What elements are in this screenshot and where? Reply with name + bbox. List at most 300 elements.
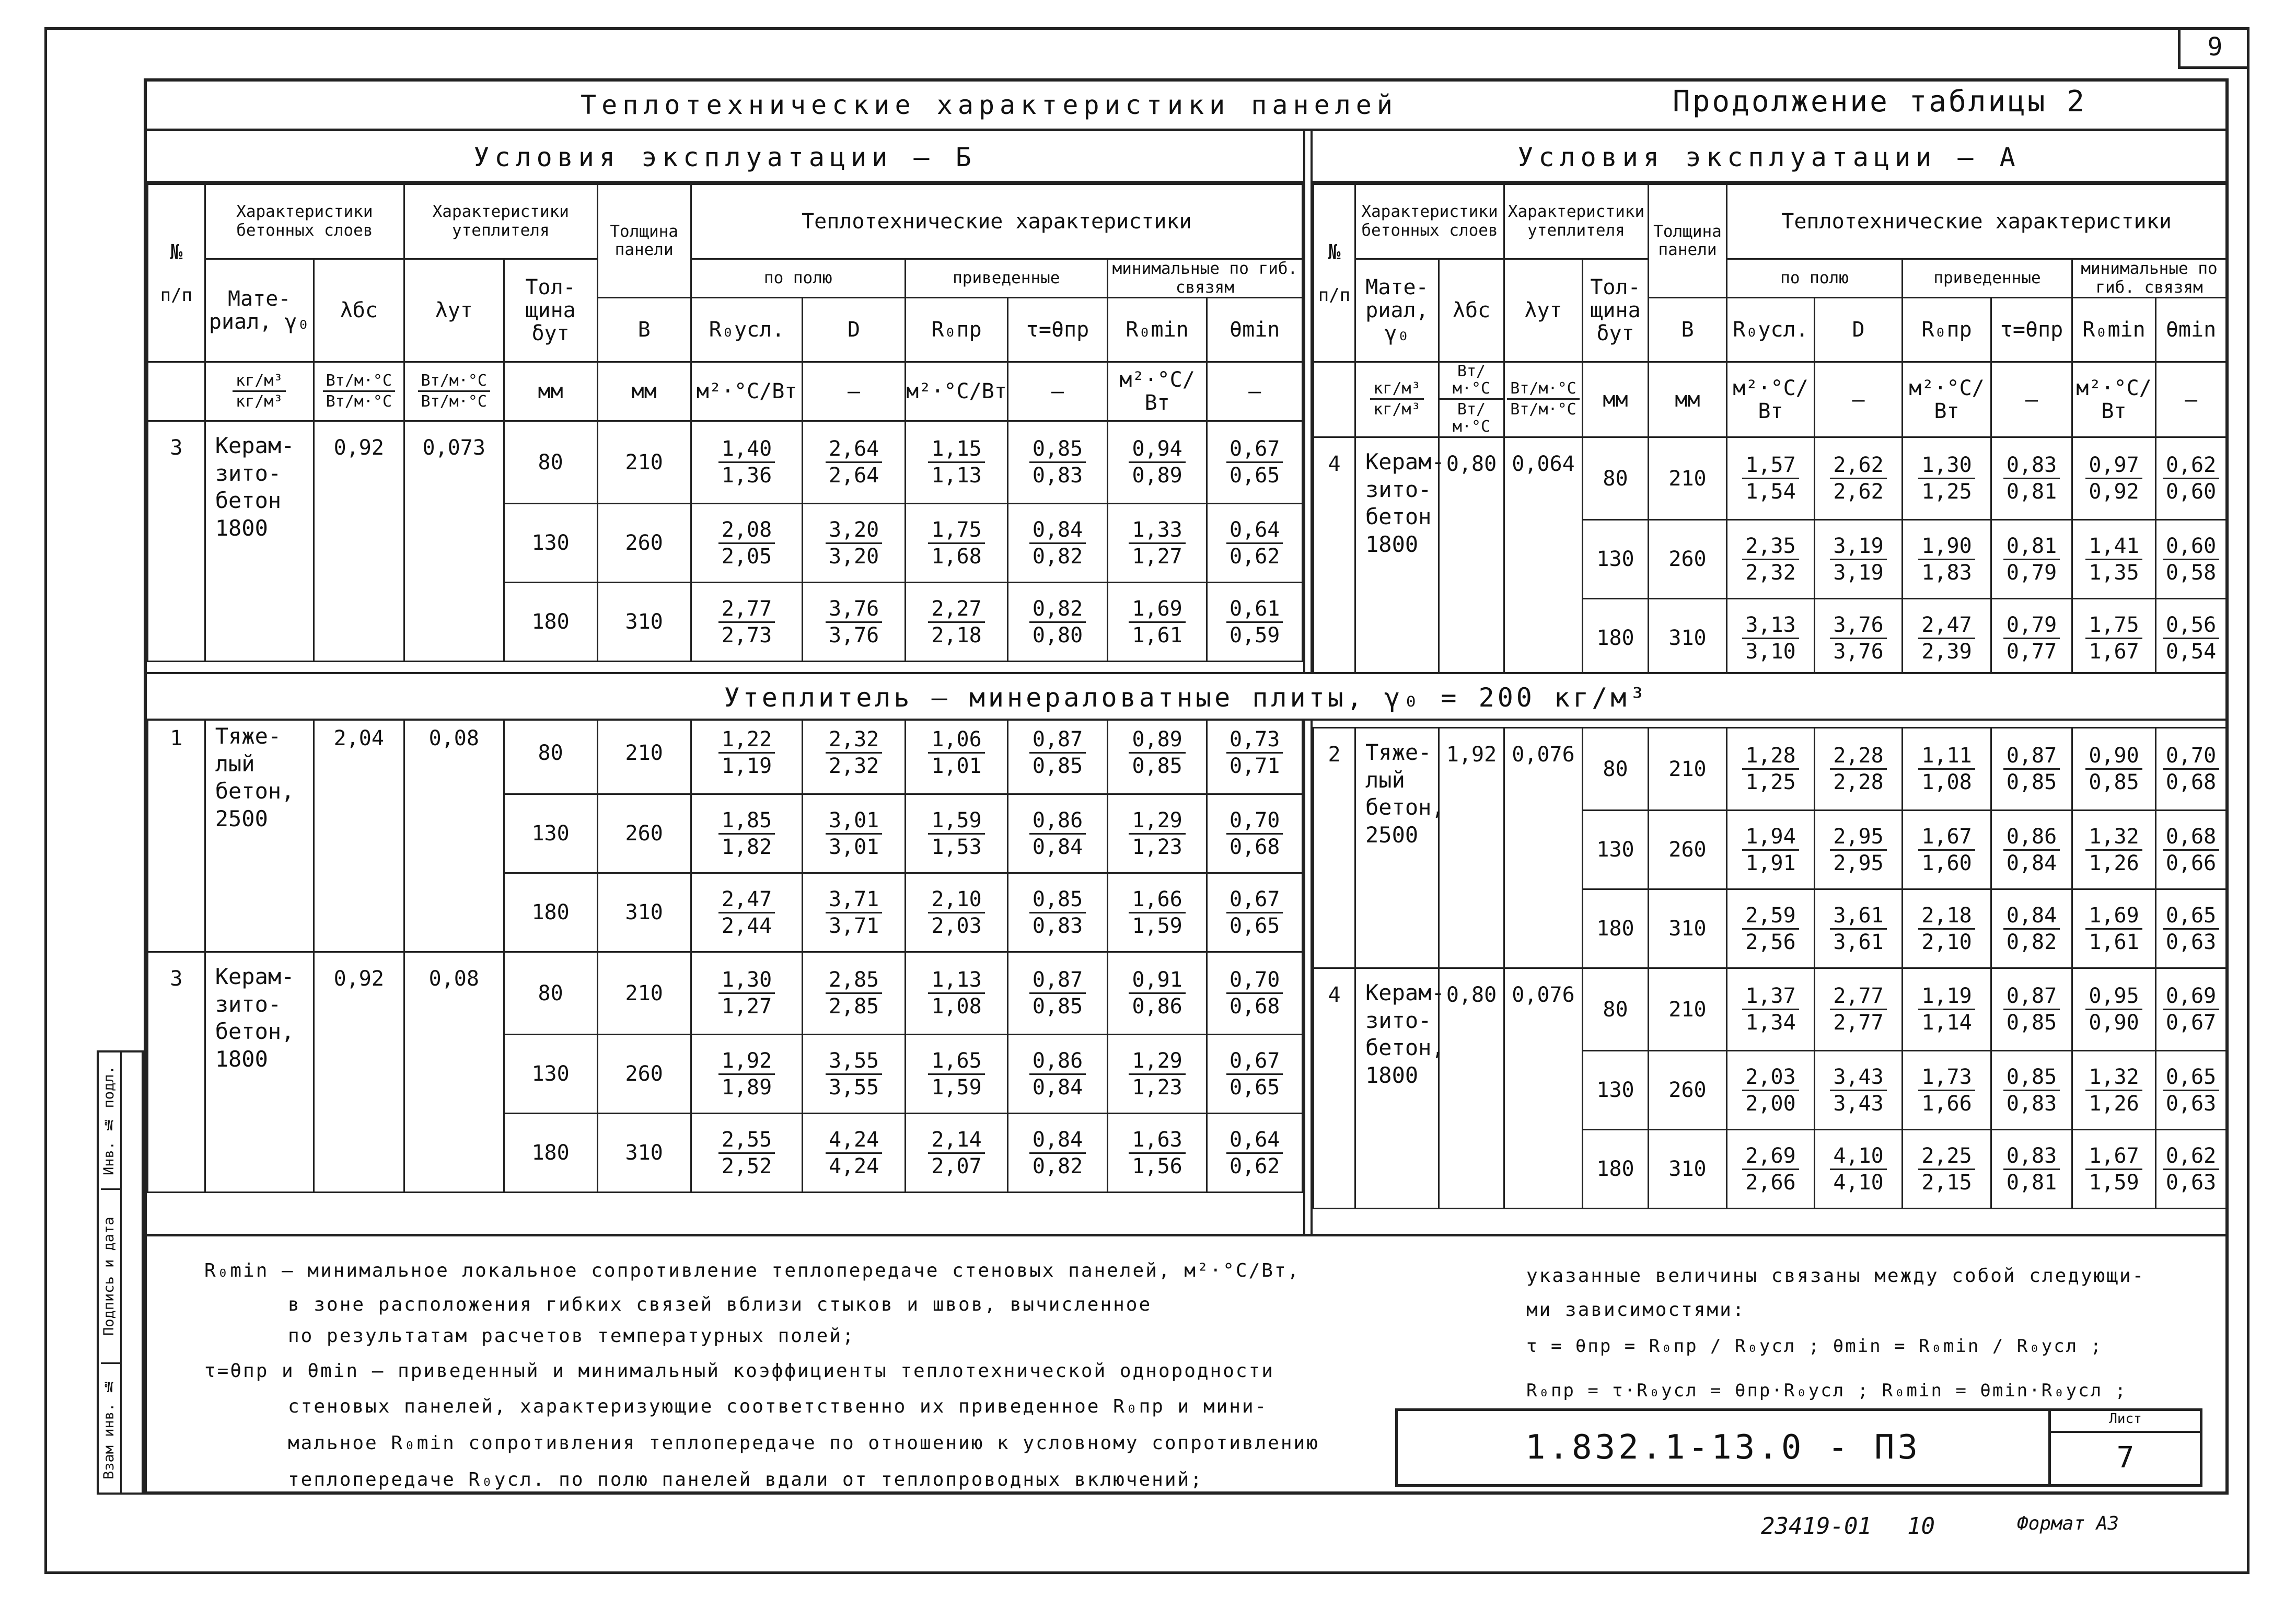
fraction: [1507, 380, 1579, 418]
value-cell: [1207, 952, 1303, 1035]
fraction: [1742, 1144, 1799, 1194]
fraction-numerator: 0,70: [1226, 968, 1283, 994]
header-rusl: R₀усл.: [691, 298, 803, 362]
fraction-numerator: 1,69: [2085, 904, 2142, 930]
panel-thickness-cell: 310: [597, 1114, 691, 1193]
fraction-denominator: 2,39: [1921, 639, 1972, 664]
table-row: [148, 421, 1303, 504]
value-cell: [803, 873, 905, 952]
panel-thickness-cell: 210: [597, 421, 691, 504]
fraction: [718, 518, 775, 568]
header-D: D: [1815, 298, 1903, 362]
unit-u_dash: —: [2156, 362, 2227, 437]
row-number: 4: [1314, 437, 1355, 678]
value-cell: [2156, 520, 2227, 599]
fraction: [1918, 744, 1975, 794]
main-table-frame: [144, 78, 2229, 1495]
value-cell: [1991, 889, 2072, 968]
value-cell: [2156, 1051, 2227, 1130]
value-cell: [691, 421, 803, 504]
fraction: [1029, 888, 1086, 938]
fraction-denominator: кг/м³: [236, 392, 283, 411]
fraction-numerator: 0,85: [1029, 888, 1086, 913]
value-cell: [1207, 712, 1303, 794]
fraction-numerator: 0,67: [1226, 1049, 1283, 1075]
value-cell: [1815, 811, 1903, 889]
fraction: [1029, 968, 1086, 1018]
fraction: [2003, 985, 2060, 1034]
fraction: [2163, 1144, 2219, 1194]
fraction: [928, 728, 984, 778]
panel-thickness-cell: 260: [597, 794, 691, 873]
fraction: [233, 372, 286, 410]
fraction: [1742, 454, 1799, 503]
fraction: [2163, 535, 2219, 584]
fraction: [718, 597, 775, 647]
fraction-denominator: 0,71: [1230, 754, 1280, 779]
side-stamp-sign: Подпись и дата: [101, 1188, 122, 1364]
fraction-numerator: 1,75: [928, 518, 984, 544]
fraction-numerator: 2,32: [826, 728, 882, 754]
fraction-numerator: 0,85: [1029, 437, 1086, 463]
fraction: [1129, 728, 1185, 778]
fraction: [826, 518, 882, 568]
side-stamp-inv: Инв. № подл.: [101, 1066, 117, 1175]
lambda-bs-cell: 2,04: [314, 712, 404, 952]
fraction-denominator: 2,10: [1921, 930, 1972, 954]
value-cell: [1008, 952, 1108, 1035]
fraction-denominator: 2,32: [828, 754, 879, 779]
fraction: [1226, 1128, 1283, 1178]
fraction-numerator: 0,68: [2163, 825, 2219, 851]
value-cell: [2072, 437, 2156, 520]
header-material: Мате-риал, γ₀: [1355, 259, 1439, 362]
table-row: [1314, 968, 2227, 1051]
panel-thickness-cell: 310: [597, 873, 691, 952]
fraction-denominator: 0,63: [2165, 1091, 2217, 1116]
fraction-numerator: 3,55: [826, 1049, 882, 1075]
value-cell: [1991, 728, 2072, 811]
fraction-numerator: 1,75: [2085, 614, 2142, 639]
fraction: [1830, 454, 1886, 503]
table-row: [1314, 437, 2227, 520]
value-cell: [803, 1114, 905, 1193]
value-cell: [1008, 583, 1108, 662]
value-cell: [1815, 1130, 1903, 1209]
fraction-denominator: 1,14: [1921, 1011, 1972, 1035]
fraction-denominator: 0,66: [2165, 851, 2217, 875]
fraction-denominator: 1,54: [1745, 480, 1796, 504]
fraction-denominator: 0,79: [2006, 560, 2057, 585]
header-thermal: Теплотехнические характеристики: [1727, 184, 2227, 259]
header-field: по полю: [691, 259, 905, 298]
fraction-numerator: 0,94: [1129, 437, 1185, 463]
value-cell: [2156, 728, 2227, 811]
value-cell: [803, 794, 905, 873]
unit-kg: [1355, 362, 1439, 437]
fraction-numerator: 2,95: [1830, 825, 1886, 851]
side-stamp-replace: Взам инв. №: [101, 1378, 117, 1479]
value-cell: [1991, 599, 2072, 678]
fraction-denominator: Вт/м·°С: [1452, 400, 1491, 436]
fraction-denominator: 0,82: [2006, 930, 2057, 954]
fraction: [2085, 985, 2142, 1034]
fraction: [1830, 825, 1886, 875]
fraction-numerator: 1,13: [928, 968, 984, 994]
fraction-numerator: 0,56: [2163, 614, 2219, 639]
unit-w: [314, 362, 404, 421]
unit-u_r: м²·°С/Вт: [1903, 362, 1991, 437]
header-thickness-ut: Тол-щина δут: [504, 259, 597, 362]
value-cell: [1008, 794, 1108, 873]
fraction-numerator: 0,69: [2163, 985, 2219, 1010]
value-cell: [1903, 520, 1991, 599]
fraction-numerator: 0,73: [1226, 728, 1283, 754]
value-cell: [691, 712, 803, 794]
unit-u_dash: —: [1815, 362, 1903, 437]
fraction: [1742, 904, 1799, 954]
fraction-numerator: 1,37: [1742, 985, 1799, 1010]
fraction-denominator: 1,26: [2089, 851, 2139, 875]
fraction: [826, 597, 882, 647]
fraction-numerator: 2,77: [1830, 985, 1886, 1010]
fraction-numerator: 0,83: [2003, 1144, 2060, 1170]
note-line: по результатам расчетов температурных полей;: [288, 1325, 855, 1347]
value-cell: [691, 583, 803, 662]
panel-thickness-cell: 310: [1649, 889, 1727, 968]
fraction-denominator: 0,65: [1230, 464, 1280, 488]
fraction-denominator: 3,76: [1833, 639, 1884, 664]
header-tmin: θmin: [1207, 298, 1303, 362]
value-cell: [691, 873, 803, 952]
fraction-numerator: 0,89: [1129, 728, 1185, 754]
fraction-numerator: 0,91: [1129, 968, 1185, 994]
value-cell: [803, 583, 905, 662]
value-cell: [1903, 599, 1991, 678]
fraction-numerator: 1,32: [2085, 825, 2142, 851]
fraction-denominator: 2,56: [1745, 930, 1796, 954]
fraction-denominator: 0,63: [2165, 1170, 2217, 1195]
header-no: №: [170, 240, 183, 265]
value-cell: [1903, 728, 1991, 811]
header-tau: τ=θпр: [1991, 298, 2072, 362]
document-code: 1.832.1-13.0 - ПЗ: [1398, 1411, 2051, 1484]
fraction-numerator: 2,47: [1918, 614, 1975, 639]
value-cell: [1107, 794, 1207, 873]
fraction-denominator: 0,68: [1230, 835, 1280, 859]
value-cell: [905, 583, 1007, 662]
fraction-numerator: 0,67: [1226, 888, 1283, 913]
lambda-bs-cell: 0,92: [314, 421, 404, 662]
fraction-numerator: Вт/м·°С: [1440, 363, 1503, 400]
thickness-ut-cell: 130: [1583, 811, 1649, 889]
value-cell: [1991, 520, 2072, 599]
header-tmin: θmin: [2156, 298, 2227, 362]
condition-b-heading: Условия эксплуатации — Б: [147, 131, 1303, 183]
fraction: [1029, 437, 1086, 487]
fraction-denominator: 0,84: [1032, 1075, 1083, 1100]
thickness-ut-cell: 180: [504, 583, 597, 662]
fraction: [1226, 728, 1283, 778]
fraction-denominator: 0,90: [2089, 1011, 2139, 1035]
value-cell: [905, 504, 1007, 583]
value-cell: [905, 1035, 1007, 1114]
fraction-denominator: 1,59: [931, 1075, 982, 1100]
fraction: [928, 437, 984, 487]
fraction-denominator: 2,00: [1745, 1091, 1796, 1116]
header-number: [148, 184, 205, 362]
value-cell: [1107, 952, 1207, 1035]
thickness-ut-cell: 180: [504, 873, 597, 952]
fraction-numerator: 3,19: [1830, 535, 1886, 560]
header-concrete: Характеристики бетонных слоев: [205, 184, 404, 259]
value-cell: [803, 1035, 905, 1114]
fraction: [928, 888, 984, 938]
fraction-denominator: 0,82: [1032, 544, 1083, 569]
fraction-numerator: 1,41: [2085, 535, 2142, 560]
fraction-denominator: 2,15: [1921, 1170, 1972, 1195]
fraction: [928, 968, 984, 1018]
value-cell: [1727, 811, 1815, 889]
fraction-numerator: 0,65: [2163, 1066, 2219, 1091]
fraction: [2163, 904, 2219, 954]
fraction: [2085, 535, 2142, 584]
value-cell: [1903, 889, 1991, 968]
fraction-numerator: кг/м³: [233, 372, 286, 392]
header-concrete: Характеристики бетонных слоев: [1355, 184, 1504, 259]
fraction: [1129, 809, 1185, 859]
fraction-numerator: 1,65: [928, 1049, 984, 1075]
fraction-numerator: 1,30: [718, 968, 775, 994]
value-cell: [1008, 1114, 1108, 1193]
value-cell: [1107, 1035, 1207, 1114]
fraction: [1918, 614, 1975, 663]
header-rpr: R₀пр: [905, 298, 1007, 362]
value-cell: [1008, 873, 1108, 952]
thickness-ut-cell: 130: [1583, 520, 1649, 599]
page-number: 9: [2178, 27, 2249, 69]
fraction: [2163, 454, 2219, 503]
fraction-denominator: 0,85: [1032, 994, 1083, 1019]
fraction-numerator: 4,10: [1830, 1144, 1886, 1170]
unit-cell: [1314, 362, 1355, 437]
fraction-numerator: 1,57: [1742, 454, 1799, 479]
fraction-denominator: 3,61: [1833, 930, 1884, 954]
fraction: [1830, 904, 1886, 954]
value-cell: [2156, 889, 2227, 968]
fraction: [1226, 597, 1283, 647]
value-cell: [803, 712, 905, 794]
header-field: по полю: [1727, 259, 1903, 298]
fraction: [2003, 1066, 2060, 1115]
fraction-numerator: 0,83: [2003, 454, 2060, 479]
fraction: [2003, 825, 2060, 875]
fraction: [826, 1049, 882, 1099]
value-cell: [1815, 728, 1903, 811]
unit-u_dash: —: [1207, 362, 1303, 421]
fraction: [2085, 454, 2142, 503]
value-cell: [803, 421, 905, 504]
thickness-ut-cell: 80: [1583, 728, 1649, 811]
footer-n: 10: [1907, 1513, 1935, 1540]
lambda-ut-cell: 0,08: [404, 712, 504, 952]
fraction-denominator: 1,83: [1921, 560, 1972, 585]
fraction-denominator: 1,08: [931, 994, 982, 1019]
value-cell: [2072, 1051, 2156, 1130]
fraction: [826, 809, 882, 859]
fraction-denominator: 1,59: [2089, 1170, 2139, 1195]
fraction-denominator: 3,43: [1833, 1091, 1884, 1116]
value-cell: [803, 952, 905, 1035]
fraction-numerator: 0,79: [2003, 614, 2060, 639]
fraction-numerator: 2,28: [1830, 744, 1886, 770]
fraction-denominator: 0,85: [1132, 754, 1182, 779]
panel-thickness-cell: 260: [597, 504, 691, 583]
fraction: [2085, 825, 2142, 875]
fraction: [2163, 614, 2219, 663]
fraction-denominator: 3,55: [828, 1075, 879, 1100]
fraction-numerator: 0,95: [2085, 985, 2142, 1010]
fraction: [1830, 614, 1886, 663]
value-cell: [1991, 968, 2072, 1051]
row-number: 1: [148, 712, 205, 952]
fraction-numerator: 2,27: [928, 597, 984, 623]
table-row: [148, 712, 1303, 794]
value-cell: [1815, 889, 1903, 968]
value-cell: [1207, 794, 1303, 873]
fraction-numerator: 1,90: [1918, 535, 1975, 560]
value-cell: [2156, 437, 2227, 520]
fraction-numerator: 1,85: [718, 809, 775, 835]
value-cell: [2156, 968, 2227, 1051]
fraction-numerator: 3,76: [826, 597, 882, 623]
fraction-denominator: 1,23: [1132, 835, 1182, 859]
value-cell: [2072, 728, 2156, 811]
fraction-numerator: 1,29: [1129, 1049, 1185, 1075]
fraction-denominator: кг/м³: [1373, 400, 1421, 419]
value-cell: [1008, 712, 1108, 794]
header-no2: п/п: [160, 285, 193, 306]
value-cell: [1903, 968, 1991, 1051]
fraction-denominator: 1,26: [2089, 1091, 2139, 1116]
fraction-numerator: 2,08: [718, 518, 775, 544]
thickness-ut-cell: 130: [504, 794, 597, 873]
fraction: [928, 597, 984, 647]
fraction-denominator: 1,66: [1921, 1091, 1972, 1116]
fraction-numerator: 0,87: [2003, 744, 2060, 770]
fraction-numerator: 0,81: [2003, 535, 2060, 560]
fraction-denominator: 0,54: [2165, 639, 2217, 664]
fraction-denominator: 0,65: [1230, 913, 1280, 938]
fraction: [1918, 1066, 1975, 1115]
fraction: [718, 968, 775, 1018]
value-cell: [2072, 520, 2156, 599]
fraction: [1830, 535, 1886, 584]
fraction-denominator: 0,82: [1032, 1154, 1083, 1178]
panel-thickness-cell: 260: [1649, 811, 1727, 889]
header-minimal: минимальные по гиб. связям: [1107, 259, 1302, 298]
fraction-numerator: 3,20: [826, 518, 882, 544]
note-line: мальное R₀min сопротивления теплопередаче по отношению к условному сопротивлению: [288, 1432, 1319, 1454]
header-rmin: R₀min: [2072, 298, 2156, 362]
lambda-ut-cell: 0,076: [1504, 968, 1583, 1209]
lambda-ut-cell: 0,064: [1504, 437, 1583, 678]
fraction-denominator: 0,92: [2089, 480, 2139, 504]
fraction-denominator: 1,35: [2089, 560, 2139, 585]
fraction: [418, 372, 490, 410]
fraction: [1226, 437, 1283, 487]
value-cell: [1107, 504, 1207, 583]
value-cell: [2072, 889, 2156, 968]
fraction: [1226, 518, 1283, 568]
fraction: [2163, 825, 2219, 875]
fraction-numerator: кг/м³: [1370, 380, 1423, 400]
fraction-numerator: 0,97: [2085, 454, 2142, 479]
fraction: [2085, 1144, 2142, 1194]
note-line: ми зависимостями:: [1526, 1299, 1746, 1321]
fraction-denominator: 2,62: [1833, 480, 1884, 504]
unit-mm: мм: [597, 362, 691, 421]
formula-line: R₀пр = τ·R₀усл = θпр·R₀усл ; R₀min = θmin·R₀усл ;: [1526, 1380, 2128, 1401]
fraction: [1742, 535, 1799, 584]
fraction: [1830, 1144, 1886, 1194]
value-cell: [1727, 728, 1815, 811]
fraction-numerator: 2,03: [1742, 1066, 1799, 1091]
fraction: [826, 437, 882, 487]
fraction-denominator: 2,64: [828, 464, 879, 488]
thickness-ut-cell: 80: [1583, 968, 1649, 1051]
fraction-denominator: 2,77: [1833, 1011, 1884, 1035]
fraction: [1226, 1049, 1283, 1099]
fraction: [1742, 825, 1799, 875]
fraction-numerator: 0,61: [1226, 597, 1283, 623]
fraction: [718, 809, 775, 859]
fraction-denominator: 2,95: [1833, 851, 1884, 875]
header-lambda-bs: λбс: [1439, 259, 1504, 362]
fraction: [2085, 904, 2142, 954]
thickness-ut-cell: 180: [504, 1114, 597, 1193]
fraction-numerator: 0,86: [1029, 809, 1086, 835]
fraction: [718, 437, 775, 487]
thickness-ut-cell: 80: [504, 952, 597, 1035]
fraction: [718, 728, 775, 778]
fraction: [1918, 985, 1975, 1034]
value-cell: [2072, 968, 2156, 1051]
table-row: [148, 952, 1303, 1035]
header-lambda-ut: λут: [404, 259, 504, 362]
thickness-ut-cell: 130: [504, 1035, 597, 1114]
unit-u_r: м²·°С/Вт: [905, 362, 1007, 421]
thickness-ut-cell: 180: [1583, 1130, 1649, 1209]
fraction-numerator: 1,40: [718, 437, 775, 463]
fraction-numerator: 1,73: [1918, 1066, 1975, 1091]
fraction-numerator: 1,94: [1742, 825, 1799, 851]
sheet-number: 7: [2116, 1441, 2135, 1475]
value-cell: [1727, 437, 1815, 520]
fraction-denominator: 0,65: [1230, 1075, 1280, 1100]
fraction-denominator: 1,61: [1132, 623, 1182, 647]
unit-kg: [205, 362, 314, 421]
fraction-numerator: 0,86: [2003, 825, 2060, 851]
fraction-numerator: 1,15: [928, 437, 984, 463]
unit-u_r: м²·°С/Вт: [1107, 362, 1207, 421]
fraction-denominator: 1,67: [2089, 639, 2139, 664]
fraction-denominator: 2,07: [931, 1154, 982, 1178]
panel-thickness-cell: 260: [1649, 520, 1727, 599]
fraction: [1029, 809, 1086, 859]
unit-u_r: м²·°С/Вт: [691, 362, 803, 421]
fraction: [2003, 904, 2060, 954]
